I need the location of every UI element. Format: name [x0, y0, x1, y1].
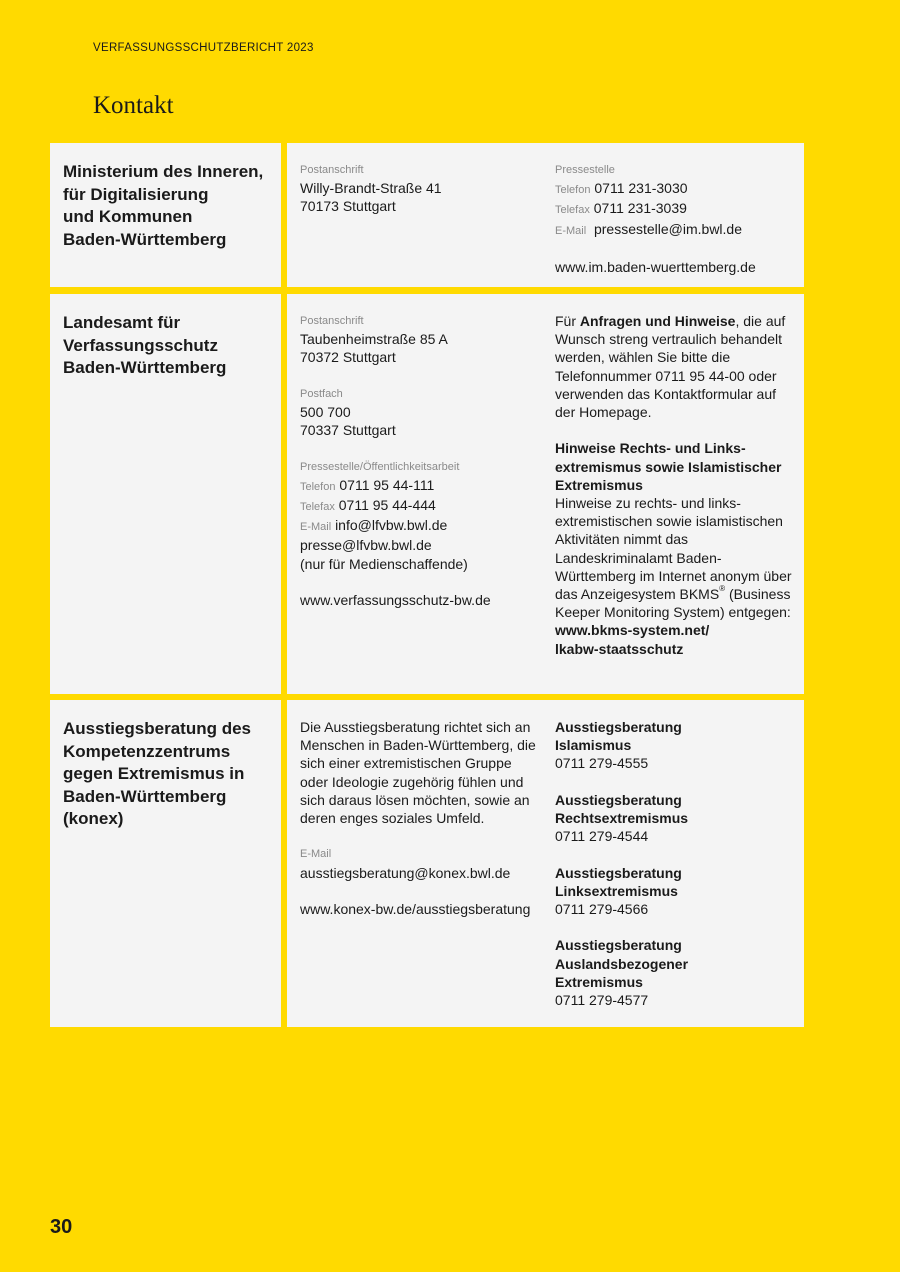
org-name: Ministerium des Inneren, für Digitalisierung und Kommunen Baden-Württemberg — [50, 143, 281, 287]
postfach: 500 700 — [300, 404, 351, 420]
city: 70173 Stuttgart — [300, 198, 396, 215]
contact-details — [287, 143, 804, 287]
counseling-title: Ausstiegsberatung Rechtsextremismus — [555, 791, 689, 826]
presse-label: Pressestelle/Öffentlichkeitsarbeit — [300, 460, 460, 473]
page-title: Kontakt — [93, 92, 174, 119]
email-label: E-Mail — [555, 224, 587, 237]
street: Taubenheimstraße 85 A — [300, 331, 448, 348]
address-column — [300, 161, 545, 216]
postfach-city: 70337 Stuttgart — [300, 422, 396, 439]
email-link[interactable]: ausstiegsberatung@konex.bwl.de — [300, 864, 511, 881]
counseling-item — [555, 791, 793, 846]
telefon: 0711 95 44-111 — [339, 476, 435, 493]
postanschrift-label: Postanschrift — [300, 315, 364, 327]
page-number: 30 — [50, 1216, 73, 1238]
email-label: E-Mail — [300, 521, 332, 534]
contact-row-konex — [50, 700, 804, 1027]
org-name: Ausstiegsberatung des Kompetenzzentrums gegen Extremismus in Baden-Württemberg (konex) — [50, 700, 281, 1027]
city: 70372 Stuttgart — [300, 349, 396, 366]
counseling-item — [555, 718, 793, 773]
contact-row-landesamt — [50, 294, 804, 694]
press-email-link[interactable]: presse@lfvbw.bwl.de — [300, 537, 432, 554]
counseling-phone: 0711 279-4566 — [555, 901, 649, 917]
telefax-label: Telefax — [555, 204, 590, 217]
counseling-title: Ausstiegsberatung Auslandsbezogener Extremismus — [555, 937, 689, 990]
telefax: 0711 95 44-444 — [338, 497, 436, 513]
website-link[interactable]: www.konex-bw.de/ausstiegsberatung — [300, 901, 531, 917]
street: Willy-Brandt-Straße 41 — [300, 180, 442, 197]
org-name: Landesamt für Verfassungsschutz Baden-Württemberg — [50, 294, 281, 694]
description-column — [300, 718, 540, 918]
counseling-title: Ausstiegsberatung Linksextremismus — [555, 864, 682, 899]
inquiry-text: Für Anfragen und Hinweise, die auf Wunsch streng vertraulich behandelt werden, wählen Sie bitte die Telefonnummer 0711 95 44-00 oder verwenden das Kontaktformular auf der Homepage. — [555, 313, 786, 421]
contact-row-ministerium — [50, 143, 804, 287]
hints-title: Hinweise Rechts- und Linksextremismus sowie Islamistischer Extremismus — [555, 440, 782, 493]
description: Die Ausstiegsberatung richtet sich an Menschen in Baden-Württemberg, die sich einer extremistischen Gruppe oder Ideologie zugehörig fühlen und sich daraus lösen möchten, sowie an deren enges soziales Umfeld. — [300, 719, 536, 827]
counseling-item — [555, 936, 793, 1009]
bkms-link[interactable]: www.bkms-system.net/ lkabw-staatsschutz — [555, 622, 710, 657]
postanschrift-label: Postanschrift — [300, 164, 364, 176]
counseling-phone: 0711 279-4555 — [555, 755, 649, 772]
hints-text: Hinweise zu rechts- und linksextremistischen sowie islamistischen Aktivitäten nimmt das Landeskriminalamt Baden-Württemberg im Internet anonym über das Anzeigesystem BKMS® (Business Keeper Monitoring System) entgegen: — [555, 495, 792, 621]
pressestelle-label: Pressestelle — [555, 164, 615, 176]
telefon: 0711 231-3030 — [594, 180, 688, 197]
contact-details — [287, 700, 804, 1027]
running-head: VERFASSUNGSSCHUTZBERICHT 2023 — [93, 42, 314, 54]
hints-column — [555, 312, 793, 658]
counseling-phone: 0711 279-4544 — [555, 828, 649, 845]
website-link[interactable]: www.verfassungsschutz-bw.de — [300, 592, 491, 608]
telefon-label: Telefon — [555, 184, 591, 197]
telefon-label: Telefon — [300, 480, 336, 493]
email-link[interactable]: info@lfvbw.bwl.de — [335, 517, 448, 534]
email-link[interactable]: pressestelle@im.bwl.de — [593, 220, 742, 237]
email-label: E-Mail — [300, 848, 332, 861]
telefax: 0711 231-3039 — [593, 200, 687, 217]
press-column — [555, 161, 793, 276]
postfach-label: Postfach — [300, 387, 343, 400]
contact-details — [287, 294, 804, 694]
address-column — [300, 312, 545, 609]
counseling-item — [555, 864, 793, 919]
counseling-column — [555, 718, 793, 1009]
website-link[interactable]: www.im.baden-wuerttemberg.de — [555, 259, 756, 275]
counseling-phone: 0711 279-4577 — [555, 992, 649, 1008]
press-email-note: (nur für Medienschaffende) — [300, 555, 468, 572]
counseling-title: Ausstiegsberatung Islamismus — [555, 719, 682, 754]
telefax-label: Telefax — [300, 501, 335, 513]
